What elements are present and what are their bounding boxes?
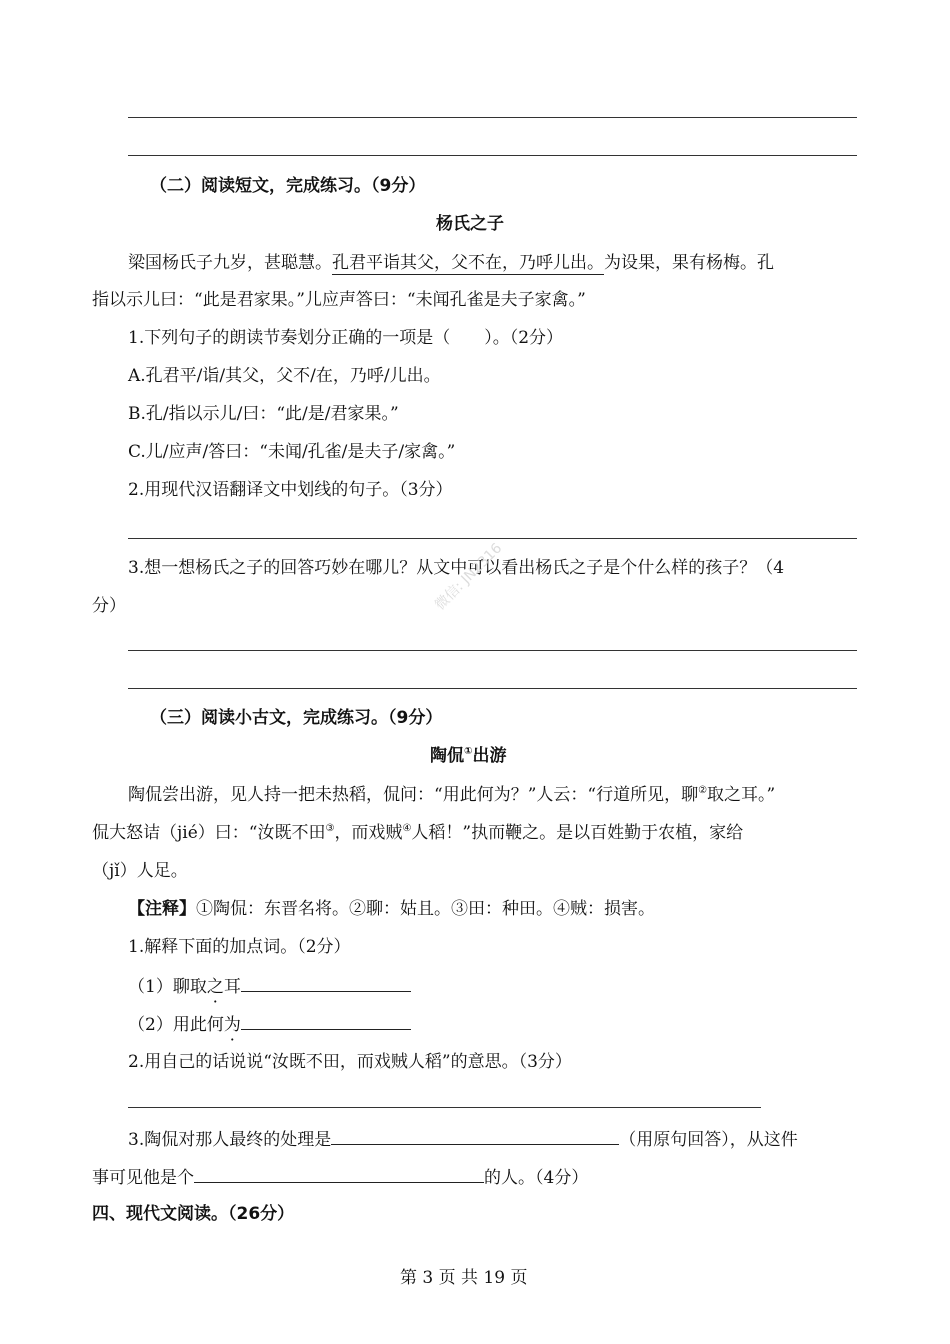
answer-line — [128, 155, 857, 156]
notes-label: 【注释】 — [128, 899, 196, 919]
question: 2.用自己的话说说“汝既不田，而戏贼人稻”的意思。（3分） — [128, 1052, 572, 1072]
underlined-sentence: 孔君平诣其父，父不在，乃呼儿出。 — [332, 253, 604, 273]
dotted-word: 为 — [223, 1015, 241, 1035]
passage-title: 杨氏之子 — [436, 214, 504, 234]
passage-line — [128, 251, 774, 275]
passage-text: 梁国杨氏子九岁，甚聪慧。 — [128, 253, 332, 273]
section-heading: （二）阅读短文，完成练习。（9分） — [150, 176, 426, 196]
answer-line — [128, 688, 857, 689]
question: 1.下列句子的朗读节奏划分正确的一项是（ ）。（2分） — [128, 328, 564, 348]
question: 1.解释下面的加点词。（2分） — [128, 937, 351, 957]
question: 事可见他是个 的人。（4分） — [92, 1164, 588, 1190]
passage-line: 陶侃尝出游，见人持一把未热稻，侃问：“用此何为？”人云：“行道所见，聊②取之耳。” — [128, 785, 776, 805]
option-a: A.孔君平/诣/其父，父不/在，乃呼/儿出。 — [128, 366, 441, 386]
option-c: C.儿/应声/答曰：“未闻/孔雀/是夫子/家禽。” — [128, 442, 456, 462]
question: 3.想一想杨氏之子的回答巧妙在哪儿？从文中可以看出杨氏之子是个什么样的孩子？（4 — [128, 558, 785, 578]
notes — [128, 897, 655, 921]
answer-blank[interactable] — [241, 1011, 411, 1030]
passage-line: 指以示儿曰：“此是君家果。”儿应声答曰：“未闻孔雀是夫子家禽。” — [92, 290, 586, 310]
passage-text: 为设果，果有杨梅。孔 — [604, 253, 774, 273]
dotted-word: 之 — [206, 977, 224, 997]
answer-line — [128, 650, 857, 651]
passage-line: 侃大怒诘（jié）曰：“汝既不田③，而戏贼④人稻！”执而鞭之。是以百姓勤于农植，家给 — [92, 823, 744, 843]
question: 2.用现代汉语翻译文中划线的句子。（3分） — [128, 480, 453, 500]
answer-blank[interactable] — [194, 1164, 484, 1183]
answer-blank[interactable] — [331, 1126, 619, 1145]
sub-question: （1）聊取之耳 — [128, 973, 411, 999]
option-b: B.孔/指以示儿/曰：“此/是/君家果。” — [128, 404, 399, 424]
answer-line — [128, 1107, 761, 1108]
section-heading: 四、现代文阅读。（26分） — [92, 1204, 295, 1224]
notes-text: ①陶侃：东晋名将。②聊：姑且。③田：种田。④贼：损害。 — [196, 899, 655, 919]
sub-question: （2）用此何为 — [128, 1011, 411, 1037]
passage-line: （jǐ）人足。 — [92, 861, 188, 881]
answer-blank[interactable] — [241, 973, 411, 992]
question: 分） — [92, 596, 126, 616]
watermark: 微信: JN2316 — [432, 540, 506, 614]
page-footer: 第 3 页 共 19 页 — [400, 1268, 528, 1288]
section-heading: （三）阅读小古文，完成练习。（9分） — [150, 708, 443, 728]
passage-title: 陶侃①出游 — [430, 746, 507, 766]
answer-line — [128, 117, 857, 118]
question: 3.陶侃对那人最终的处理是 （用原句回答），从这件 — [128, 1126, 798, 1152]
